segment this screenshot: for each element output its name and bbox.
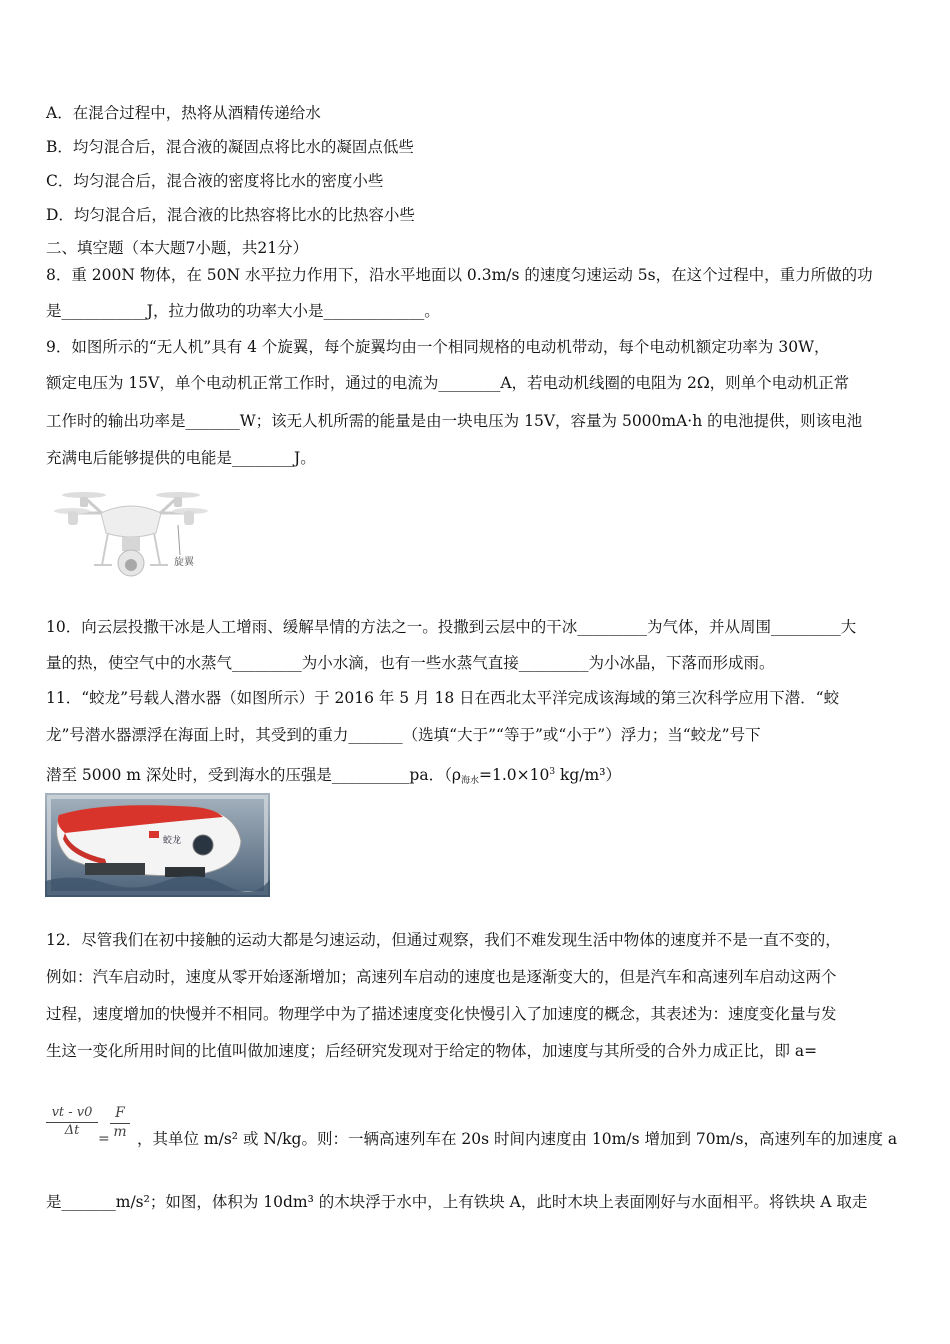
submersible-illustration (45, 793, 270, 897)
q12-line4: 生这一变化所用时间的比值叫做加速度；后经研究发现对于给定的物体，加速度与其所受的合外力成正比，即 a= (46, 1042, 818, 1060)
fraction-mass-denominator: m (113, 1124, 127, 1140)
fraction-force-numerator: F (115, 1105, 125, 1121)
q9-line2: 额定电压为 15V，单个电动机正常工作时，通过的电流为________A，若电动机线圈的电阻为 2Ω，则单个电动机正常 (46, 374, 850, 392)
fraction-acceleration-numerator: vt - v0 (51, 1105, 93, 1120)
rotor-label: 旋翼 (174, 557, 194, 568)
q12-line6: 是_______m/s²；如图，体积为 10dm³ 的木块浮于水中，上有铁块 A，此时木块上表面刚好与水面相平。将铁块 A 取走 (46, 1193, 868, 1211)
q12-line5: ，其单位 m/s² 或 N/kg。则：一辆高速列车在 20s 时间内速度由 10m/s 增加到 70m/s，高速列车的加速度 a (137, 1130, 898, 1148)
q11-line3-unit: kg/m³） (560, 766, 621, 784)
q12-line3: 过程，速度增加的快慢并不相同。物理学中为了描述速度变化快慢引入了加速度的概念，其表述为：速度变化量与发 (46, 1005, 837, 1023)
q9-line1: 9．如图所示的“无人机”具有 4 个旋翼，每个旋翼均由一个相同规格的电动机带动，每个电动机额定功率为 30W， (46, 338, 830, 356)
q10-line2: 量的热，使空气中的水蒸气_________为小水滴，也有一些水蒸气直接_________为小冰晶，下落而形成雨。 (46, 654, 775, 672)
q9-line3: 工作时的输出功率是_______W；该无人机所需的能量是由一块电压为 15V，容量为 5000mA·h 的电池提供，则该电池 (46, 412, 863, 430)
option-d: D．均匀混合后，混合液的比热容将比水的比热容小些 (46, 206, 415, 224)
exp-superscript: 3 (549, 767, 556, 777)
q11-line3 (46, 762, 621, 791)
q11-line2: 龙”号潜水器漂浮在海面上时，其受到的重力_______（选填“大于”“等于”或“小于”）浮力；当“蛟龙”号下 (46, 726, 761, 744)
option-a: A．在混合过程中，热将从酒精传递给水 (46, 104, 321, 122)
section-title: 二、填空题（本大题7小题，共21分） (46, 239, 309, 257)
q12-line2: 例如：汽车启动时，速度从零开始逐渐增加；高速列车启动的速度也是逐渐变大的，但是汽车和高速列车启动这两个 (46, 968, 837, 986)
option-c: C．均匀混合后，混合液的密度将比水的密度小些 (46, 172, 384, 190)
fraction-acceleration (46, 1105, 98, 1138)
equals-sign: = (98, 1131, 110, 1147)
q9-line4: 充满电后能够提供的电能是________J。 (46, 449, 316, 467)
q11-line3-main: 潜至 5000 m 深处时，受到海水的压强是__________pa．（ρ (46, 766, 461, 784)
fraction-acceleration-denominator: Δt (64, 1123, 80, 1138)
q10-line1: 10．向云层投撒干冰是人工增雨、缓解旱情的方法之一。投撒到云层中的干冰_________为气体，并从周围_________大 (46, 618, 857, 636)
q8-line2: 是___________J，拉力做功的功率大小是_____________。 (46, 302, 440, 320)
drone-illustration (46, 485, 216, 590)
q11-line3-tail: =1.0×10 (478, 766, 550, 784)
option-b: B．均匀混合后，混合液的凝固点将比水的凝固点低些 (46, 138, 414, 156)
submersible-label: 蛟龙 (163, 836, 182, 846)
rho-subscript: 海水 (460, 776, 479, 786)
submersible-image (45, 793, 270, 897)
q11-line1: 11．“蛟龙”号载人潜水器（如图所示）于 2016 年 5 月 18 日在西北太平洋完成该海域的第三次科学应用下潜．“蛟 (46, 689, 840, 707)
q8-line1: 8．重 200N 物体，在 50N 水平拉力作用下，沿水平地面以 0.3m/s 的速度匀速运动 5s，在这个过程中，重力所做的功 (46, 266, 873, 284)
q12-line1: 12．尽管我们在初中接触的运动大都是匀速运动，但通过观察，我们不难发现生活中物体的速度并不是一直不变的， (46, 931, 841, 949)
fraction-force-mass (110, 1105, 130, 1140)
drone-image (46, 485, 216, 590)
